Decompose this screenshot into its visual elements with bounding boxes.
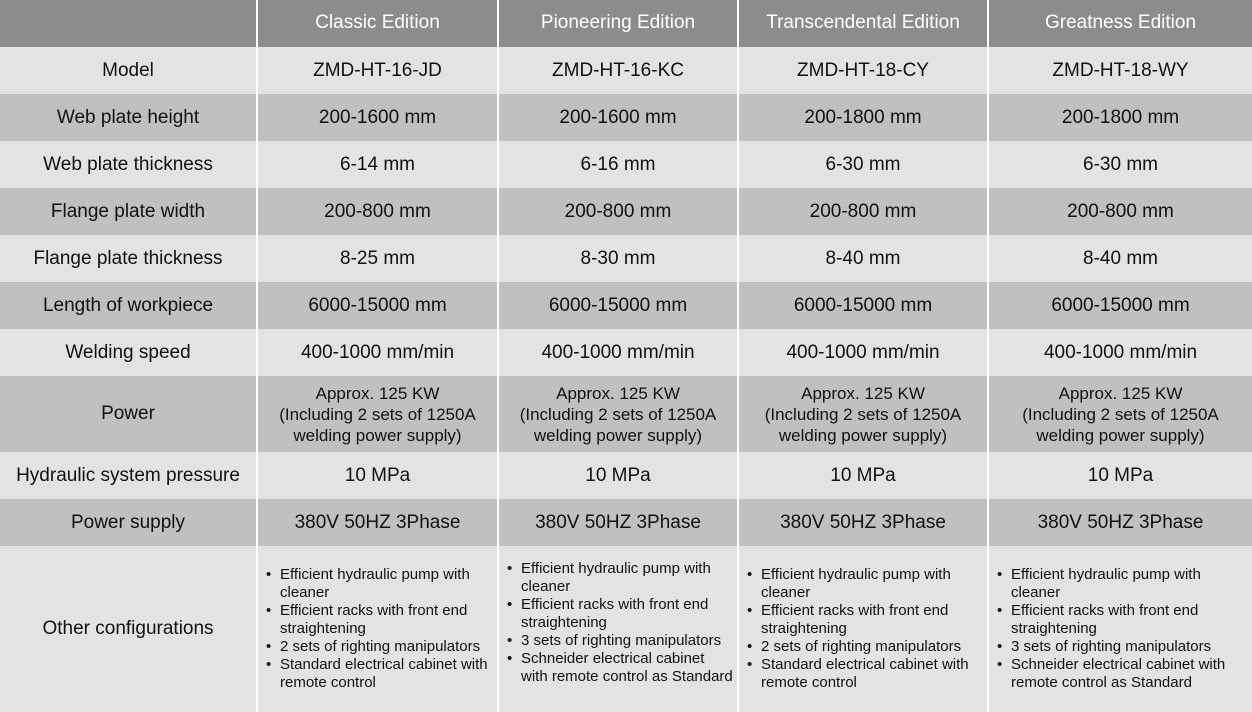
row-label-welding-speed: Welding speed xyxy=(0,329,258,376)
row-label-power: Power xyxy=(0,376,258,452)
list-item: • Efficient racks with front end straightening xyxy=(745,602,983,638)
cell-other-classic xyxy=(258,546,499,712)
header-classic-edition: Classic Edition xyxy=(258,0,499,47)
cell-flange-plate-width-pioneering: 200-800 mm xyxy=(499,188,739,235)
cell-web-plate-height-classic: 200-1600 mm xyxy=(258,94,499,141)
cell-flange-plate-width-transcendental: 200-800 mm xyxy=(739,188,989,235)
list-item: • Schneider electrical cabinet with remote control as Standard xyxy=(505,650,733,686)
list-item: • 2 sets of righting manipulators xyxy=(264,638,493,656)
row-label-other-configurations: Other configurations xyxy=(0,546,258,712)
cell-web-plate-height-pioneering: 200-1600 mm xyxy=(499,94,739,141)
config-list xyxy=(995,566,1248,692)
list-item: • 3 sets of righting manipulators xyxy=(995,638,1248,656)
cell-welding-speed-greatness: 400-1000 mm/min xyxy=(989,329,1252,376)
cell-length-of-workpiece-pioneering: 6000-15000 mm xyxy=(499,282,739,329)
power-line-3: welding power supply) xyxy=(778,425,948,445)
list-item: • 3 sets of righting manipulators xyxy=(505,632,733,650)
row-label-flange-plate-thickness: Flange plate thickness xyxy=(0,235,258,282)
list-item: • Efficient racks with front end straightening xyxy=(264,602,493,638)
cell-model-pioneering: ZMD-HT-16-KC xyxy=(499,47,739,94)
power-line-2: (Including 2 sets of 1250A xyxy=(1022,404,1219,424)
cell-model-transcendental: ZMD-HT-18-CY xyxy=(739,47,989,94)
cell-web-plate-thickness-greatness: 6-30 mm xyxy=(989,141,1252,188)
header-corner xyxy=(0,0,258,47)
cell-other-pioneering xyxy=(499,546,739,712)
cell-power-supply-greatness: 380V 50HZ 3Phase xyxy=(989,499,1252,546)
header-pioneering-edition: Pioneering Edition xyxy=(499,0,739,47)
row-label-model: Model xyxy=(0,47,258,94)
cell-power-classic xyxy=(258,376,499,452)
power-line-3: welding power supply) xyxy=(1036,425,1205,445)
cell-hydraulic-pressure-pioneering: 10 MPa xyxy=(499,452,739,499)
cell-power-supply-transcendental: 380V 50HZ 3Phase xyxy=(739,499,989,546)
list-item: • Efficient hydraulic pump with cleaner xyxy=(505,560,733,596)
power-line-2: (Including 2 sets of 1250A xyxy=(279,404,476,424)
cell-model-classic: ZMD-HT-16-JD xyxy=(258,47,499,94)
row-label-flange-plate-width: Flange plate width xyxy=(0,188,258,235)
config-list xyxy=(264,566,493,692)
list-item: • Efficient racks with front end straightening xyxy=(505,596,733,632)
header-transcendental-edition: Transcendental Edition xyxy=(739,0,989,47)
cell-web-plate-thickness-pioneering: 6-16 mm xyxy=(499,141,739,188)
cell-flange-plate-thickness-pioneering: 8-30 mm xyxy=(499,235,739,282)
cell-flange-plate-thickness-classic: 8-25 mm xyxy=(258,235,499,282)
config-list xyxy=(505,560,733,686)
cell-hydraulic-pressure-transcendental: 10 MPa xyxy=(739,452,989,499)
cell-web-plate-thickness-classic: 6-14 mm xyxy=(258,141,499,188)
cell-length-of-workpiece-greatness: 6000-15000 mm xyxy=(989,282,1252,329)
power-line-2: (Including 2 sets of 1250A xyxy=(764,404,962,424)
list-item: • Efficient racks with front end straightening xyxy=(995,602,1248,638)
list-item: • Schneider electrical cabinet with remote control as Standard xyxy=(995,656,1248,692)
cell-flange-plate-thickness-transcendental: 8-40 mm xyxy=(739,235,989,282)
cell-flange-plate-width-greatness: 200-800 mm xyxy=(989,188,1252,235)
cell-model-greatness: ZMD-HT-18-WY xyxy=(989,47,1252,94)
cell-flange-plate-thickness-greatness: 8-40 mm xyxy=(989,235,1252,282)
power-line-2: (Including 2 sets of 1250A xyxy=(519,404,717,424)
power-line-3: welding power supply) xyxy=(293,425,462,445)
cell-web-plate-height-transcendental: 200-1800 mm xyxy=(739,94,989,141)
list-item: • Efficient hydraulic pump with cleaner xyxy=(264,566,493,602)
cell-welding-speed-pioneering: 400-1000 mm/min xyxy=(499,329,739,376)
list-item: • 2 sets of righting manipulators xyxy=(745,638,983,656)
cell-welding-speed-classic: 400-1000 mm/min xyxy=(258,329,499,376)
cell-other-greatness xyxy=(989,546,1252,712)
row-label-power-supply: Power supply xyxy=(0,499,258,546)
header-greatness-edition: Greatness Edition xyxy=(989,0,1252,47)
cell-length-of-workpiece-classic: 6000-15000 mm xyxy=(258,282,499,329)
cell-web-plate-thickness-transcendental: 6-30 mm xyxy=(739,141,989,188)
power-line-1: Approx. 125 KW xyxy=(556,383,680,403)
cell-flange-plate-width-classic: 200-800 mm xyxy=(258,188,499,235)
cell-power-pioneering xyxy=(499,376,739,452)
cell-length-of-workpiece-transcendental: 6000-15000 mm xyxy=(739,282,989,329)
cell-hydraulic-pressure-greatness: 10 MPa xyxy=(989,452,1252,499)
cell-power-supply-pioneering: 380V 50HZ 3Phase xyxy=(499,499,739,546)
cell-power-supply-classic: 380V 50HZ 3Phase xyxy=(258,499,499,546)
cell-power-transcendental xyxy=(739,376,989,452)
cell-other-transcendental xyxy=(739,546,989,712)
cell-power-greatness xyxy=(989,376,1252,452)
row-label-web-plate-height: Web plate height xyxy=(0,94,258,141)
row-label-hydraulic-system-pressure: Hydraulic system pressure xyxy=(0,452,258,499)
power-line-1: Approx. 125 KW xyxy=(1058,383,1183,403)
power-line-1: Approx. 125 KW xyxy=(801,383,925,403)
cell-web-plate-height-greatness: 200-1800 mm xyxy=(989,94,1252,141)
cell-welding-speed-transcendental: 400-1000 mm/min xyxy=(739,329,989,376)
power-line-1: Approx. 125 KW xyxy=(315,383,440,403)
row-label-web-plate-thickness: Web plate thickness xyxy=(0,141,258,188)
list-item: • Standard electrical cabinet with remote control xyxy=(745,656,983,692)
list-item: • Standard electrical cabinet with remote control xyxy=(264,656,493,692)
config-list xyxy=(745,566,983,692)
list-item: • Efficient hydraulic pump with cleaner xyxy=(995,566,1248,602)
cell-hydraulic-pressure-classic: 10 MPa xyxy=(258,452,499,499)
list-item: • Efficient hydraulic pump with cleaner xyxy=(745,566,983,602)
power-line-3: welding power supply) xyxy=(533,425,703,445)
row-label-length-of-workpiece: Length of workpiece xyxy=(0,282,258,329)
